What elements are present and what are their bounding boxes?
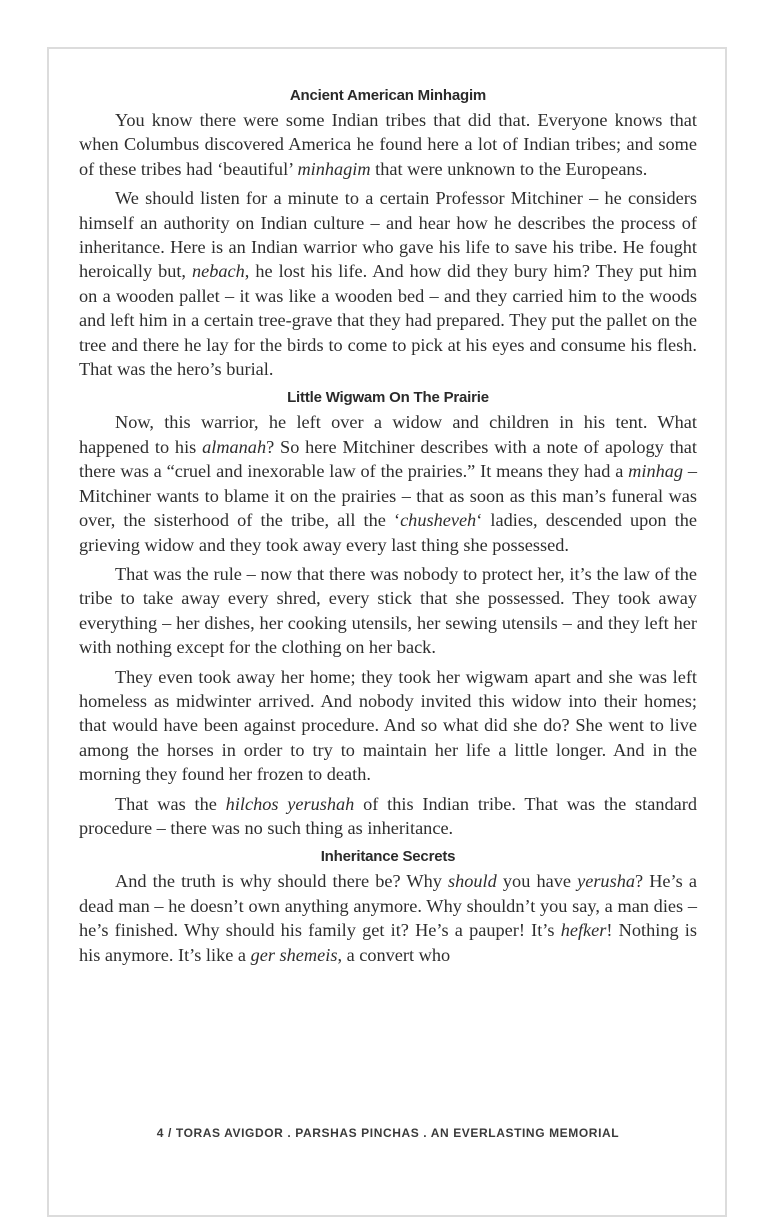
text-run: Now, this warrior, he left over a widow and children in his tent. What happened to his [79, 412, 697, 457]
italic-term: ger shemeis [250, 944, 338, 965]
text-run: You know there were some Indian tribes that did that. Everyone knows that when Columbus discovered America he found here a lot of Indian tribes; and some of these tribes had ‘beautiful’ [79, 110, 697, 179]
text-run: – Mitchiner wants to blame it on the prairies – that as soon as this man’s funeral was over, the sisterhood of the tribe, all the ‘ [79, 461, 697, 531]
text-run: ! Nothing is his anymore. It’s like a [79, 920, 697, 965]
running-footer: 4 / TORAS AVIGDOR . PARSHAS PINCHAS . AN EVERLASTING MEMORIAL [156, 1126, 620, 1140]
section-heading: Little Wigwam On The Prairie [287, 389, 489, 407]
italic-term: yerusha [577, 871, 635, 892]
italic-term: almanah [202, 436, 267, 457]
text-run: And the truth is why should there be? Why [115, 871, 449, 892]
document-body [79, 84, 697, 972]
text-run: That was the rule – now that there was nobody to protect her, it’s the law of the tribe to take away every shred, every stick that she possessed. They took away everything – her dishes, her cooking utensils, her sewing utensils – and they left her with nothing except for the clothing on her back. [79, 563, 697, 658]
paragraph [79, 108, 697, 181]
text-run: They even took away her home; they took her wigwam apart and she was left homeless as midwinter arrived. And nobody invited this widow into their homes; that would have been against procedure. And so what did she do? She went to live among the horses in order to try to maintain her life a little longer. And in the morning they found her frozen to death. [79, 666, 697, 785]
italic-term: hilchos yerushah [225, 793, 355, 814]
text-run: , a convert who [337, 944, 451, 965]
text-run: ‘ ladies, descended upon the grieving widow and they took away every last thing she possessed. [79, 510, 697, 555]
italic-term: nebach [192, 261, 245, 282]
italic-term: minhag [628, 461, 684, 482]
section-heading: Ancient American Minhagim [289, 87, 487, 104]
section [79, 84, 697, 381]
section [79, 386, 697, 840]
text-run: That was the [115, 793, 226, 814]
text-run: you have [496, 871, 578, 892]
italic-term: minhagim [297, 158, 371, 179]
italic-term: chusheveh [400, 510, 477, 531]
paragraph [79, 410, 697, 556]
paragraph [79, 869, 697, 967]
section [79, 845, 697, 967]
paragraph [79, 562, 697, 660]
text-run: , he lost his life. And how did they bury him? They put him on a wooden pallet – it was like a wooden bed – and they carried him to the woods and left him in a certain tree-grave that they had prepared. They put the pallet on the tree and there he lay for the birds to come to pick at his eyes and consume his flesh. That was the hero’s burial. [79, 261, 697, 380]
text-run: of this Indian tribe. That was the standard procedure – there was no such thing as inheritance. [79, 793, 697, 838]
text-run: ? So here Mitchiner describes with a note of apology that there was a “cruel and inexorable law of the prairies.” It means they had a [79, 436, 697, 482]
text-run: that were unknown to the Europeans. [370, 158, 648, 179]
paragraph [79, 186, 697, 381]
paragraph [79, 665, 697, 787]
paragraph [79, 792, 697, 841]
section-heading: Inheritance Secrets [320, 848, 456, 866]
text-run: We should listen for a minute to a certain Professor Mitchiner – he considers himself an authority on Indian culture – and hear how he describes the process of inheritance. Here is an Indian warrior who gave his life to save his tribe. He fought heroically but, [79, 188, 697, 282]
italic-term: hefker [560, 920, 607, 941]
text-run: ? He’s a dead man – he doesn’t own anything anymore. Why shouldn’t you say, a man dies – he’s finished. Why should his family get it? He’s a pauper! It’s [79, 871, 697, 941]
italic-term: should [448, 871, 497, 892]
